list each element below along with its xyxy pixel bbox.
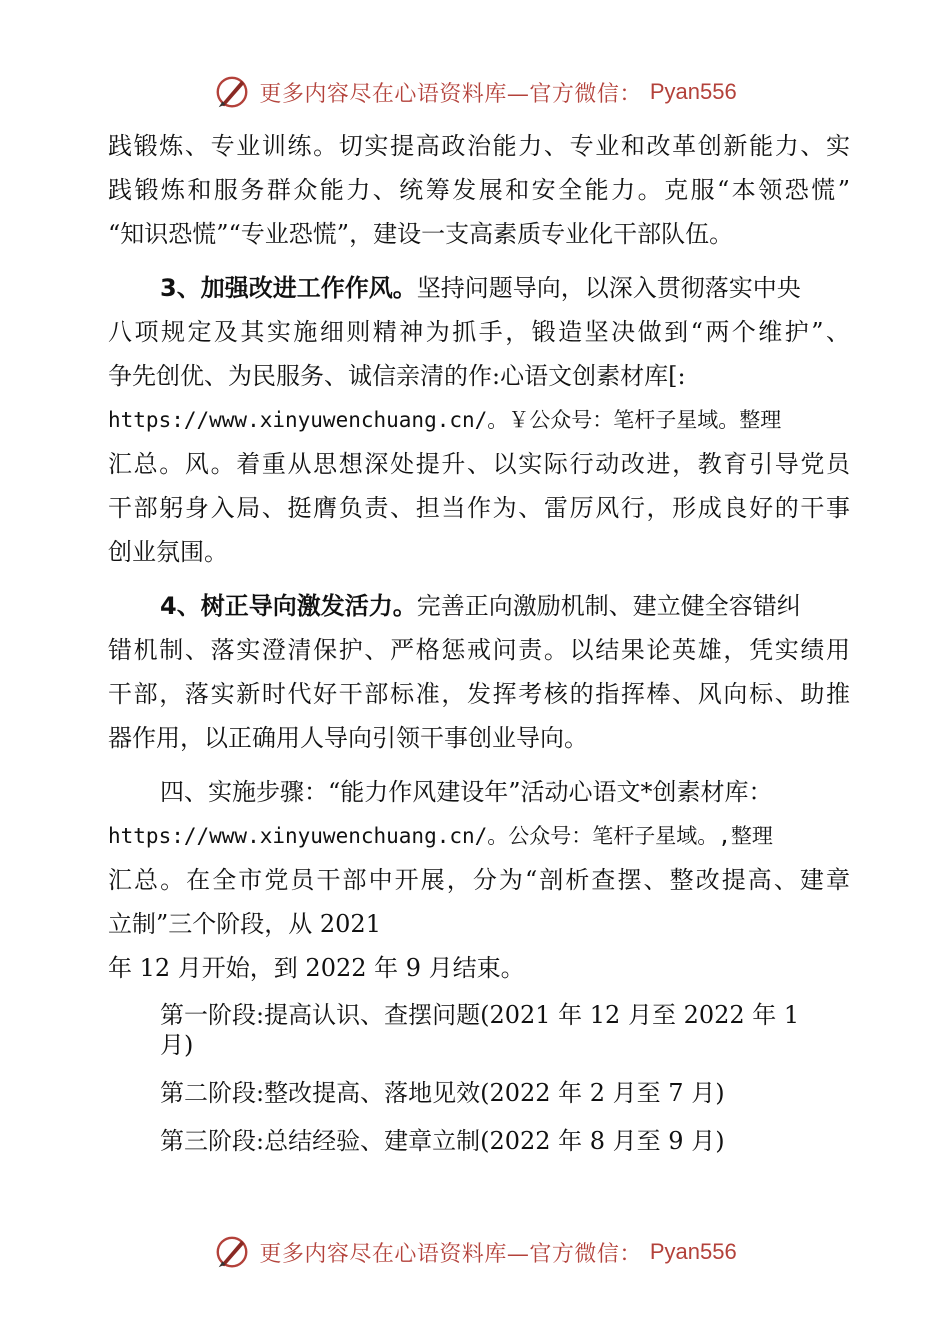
text-line: 争先创优、为民服务、诚信亲清的作:心语文创素材库[: <box>108 362 686 390</box>
paragraph-2 <box>108 266 850 574</box>
header-banner-text: 更多内容尽在心语资料库—官方微信： <box>259 81 642 107</box>
text-line: 八项规定及其实施细则精神为抓手，锻造坚决做到“两个维护”、 <box>108 318 850 346</box>
step-text: 第三阶段:总结经验、建章立制(2022 年 8 月至 9 月) <box>160 1127 725 1155</box>
paragraph-4 <box>108 770 850 990</box>
text-line: 干部，落实新时代好干部标准，发挥考核的指挥棒、风向标、助推 <box>108 680 850 708</box>
header-wechat-id: Pyan556 <box>649 79 737 104</box>
text-line: 四、实施步骤：“能力作风建设年”活动心语文*创素材库： <box>160 778 773 806</box>
header-banner <box>0 72 950 112</box>
url-line: https://www.xinyuwenchuang.cn/。￥公众号：笔杆子星域。整理 <box>108 408 782 432</box>
step-text: 第一阶段:提高认识、查摆问题(2021 年 12 月至 2022 年 1 月) <box>160 1001 800 1059</box>
paragraph-3 <box>108 584 850 760</box>
section-heading: 4、树正导向激发活力。 <box>160 592 417 620</box>
text-line: 年 12 月开始，到 2022 年 9 月结束。 <box>108 954 525 982</box>
text-line <box>108 266 850 310</box>
text-line: “知识恐慌”“专业恐慌”，建设一支高素质专业化干部队伍。 <box>108 220 734 248</box>
pen-logo-icon <box>213 73 251 111</box>
text-line <box>108 584 850 628</box>
paragraph-1 <box>108 124 850 256</box>
text-line: 汇总。在全市党员干部中开展，分为“剖析查摆、整改提高、建章 <box>108 866 850 894</box>
text-line: 器作用，以正确用人导向引领干事创业导向。 <box>108 724 588 752</box>
text-line: 创业氛围。 <box>108 538 228 566</box>
step-item <box>108 1126 850 1156</box>
footer-banner-text: 更多内容尽在心语资料库—官方微信： <box>259 1241 642 1267</box>
text-run: 完善正向激励机制、建立健全容错纠 <box>416 592 801 620</box>
step-item <box>108 1078 850 1108</box>
text-line: 错机制、落实澄清保护、严格惩戒问责。以结果论英雄，凭实绩用 <box>108 636 850 664</box>
section-heading: 3、加强改进工作作风。 <box>160 274 417 302</box>
step-text: 第二阶段:整改提高、落地见效(2022 年 2 月至 7 月) <box>160 1079 725 1107</box>
footer-banner <box>0 1232 950 1272</box>
pen-logo-icon <box>213 1233 251 1271</box>
footer-wechat-id: Pyan556 <box>649 1239 737 1264</box>
step-item <box>108 1000 850 1060</box>
text-line: 汇总。风。着重从思想深处提升、以实际行动改进，教育引导党员 <box>108 450 850 478</box>
text-line: 践锻炼和服务群众能力、统筹发展和安全能力。克服“本领恐慌” <box>108 176 850 204</box>
text-line: 干部躬身入局、挺膺负责、担当作为、雷厉风行，形成良好的干事 <box>108 494 850 522</box>
url-line: https://www.xinyuwenchuang.cn/。公众号：笔杆子星域。,整理 <box>108 824 773 848</box>
text-line: 立制”三个阶段，从 2021 <box>108 910 381 938</box>
text-run: 坚持问题导向，以深入贯彻落实中央 <box>416 274 801 302</box>
text-line: 践锻炼、专业训练。切实提高政治能力、专业和改革创新能力、实 <box>108 132 850 160</box>
document-body <box>108 124 850 1174</box>
